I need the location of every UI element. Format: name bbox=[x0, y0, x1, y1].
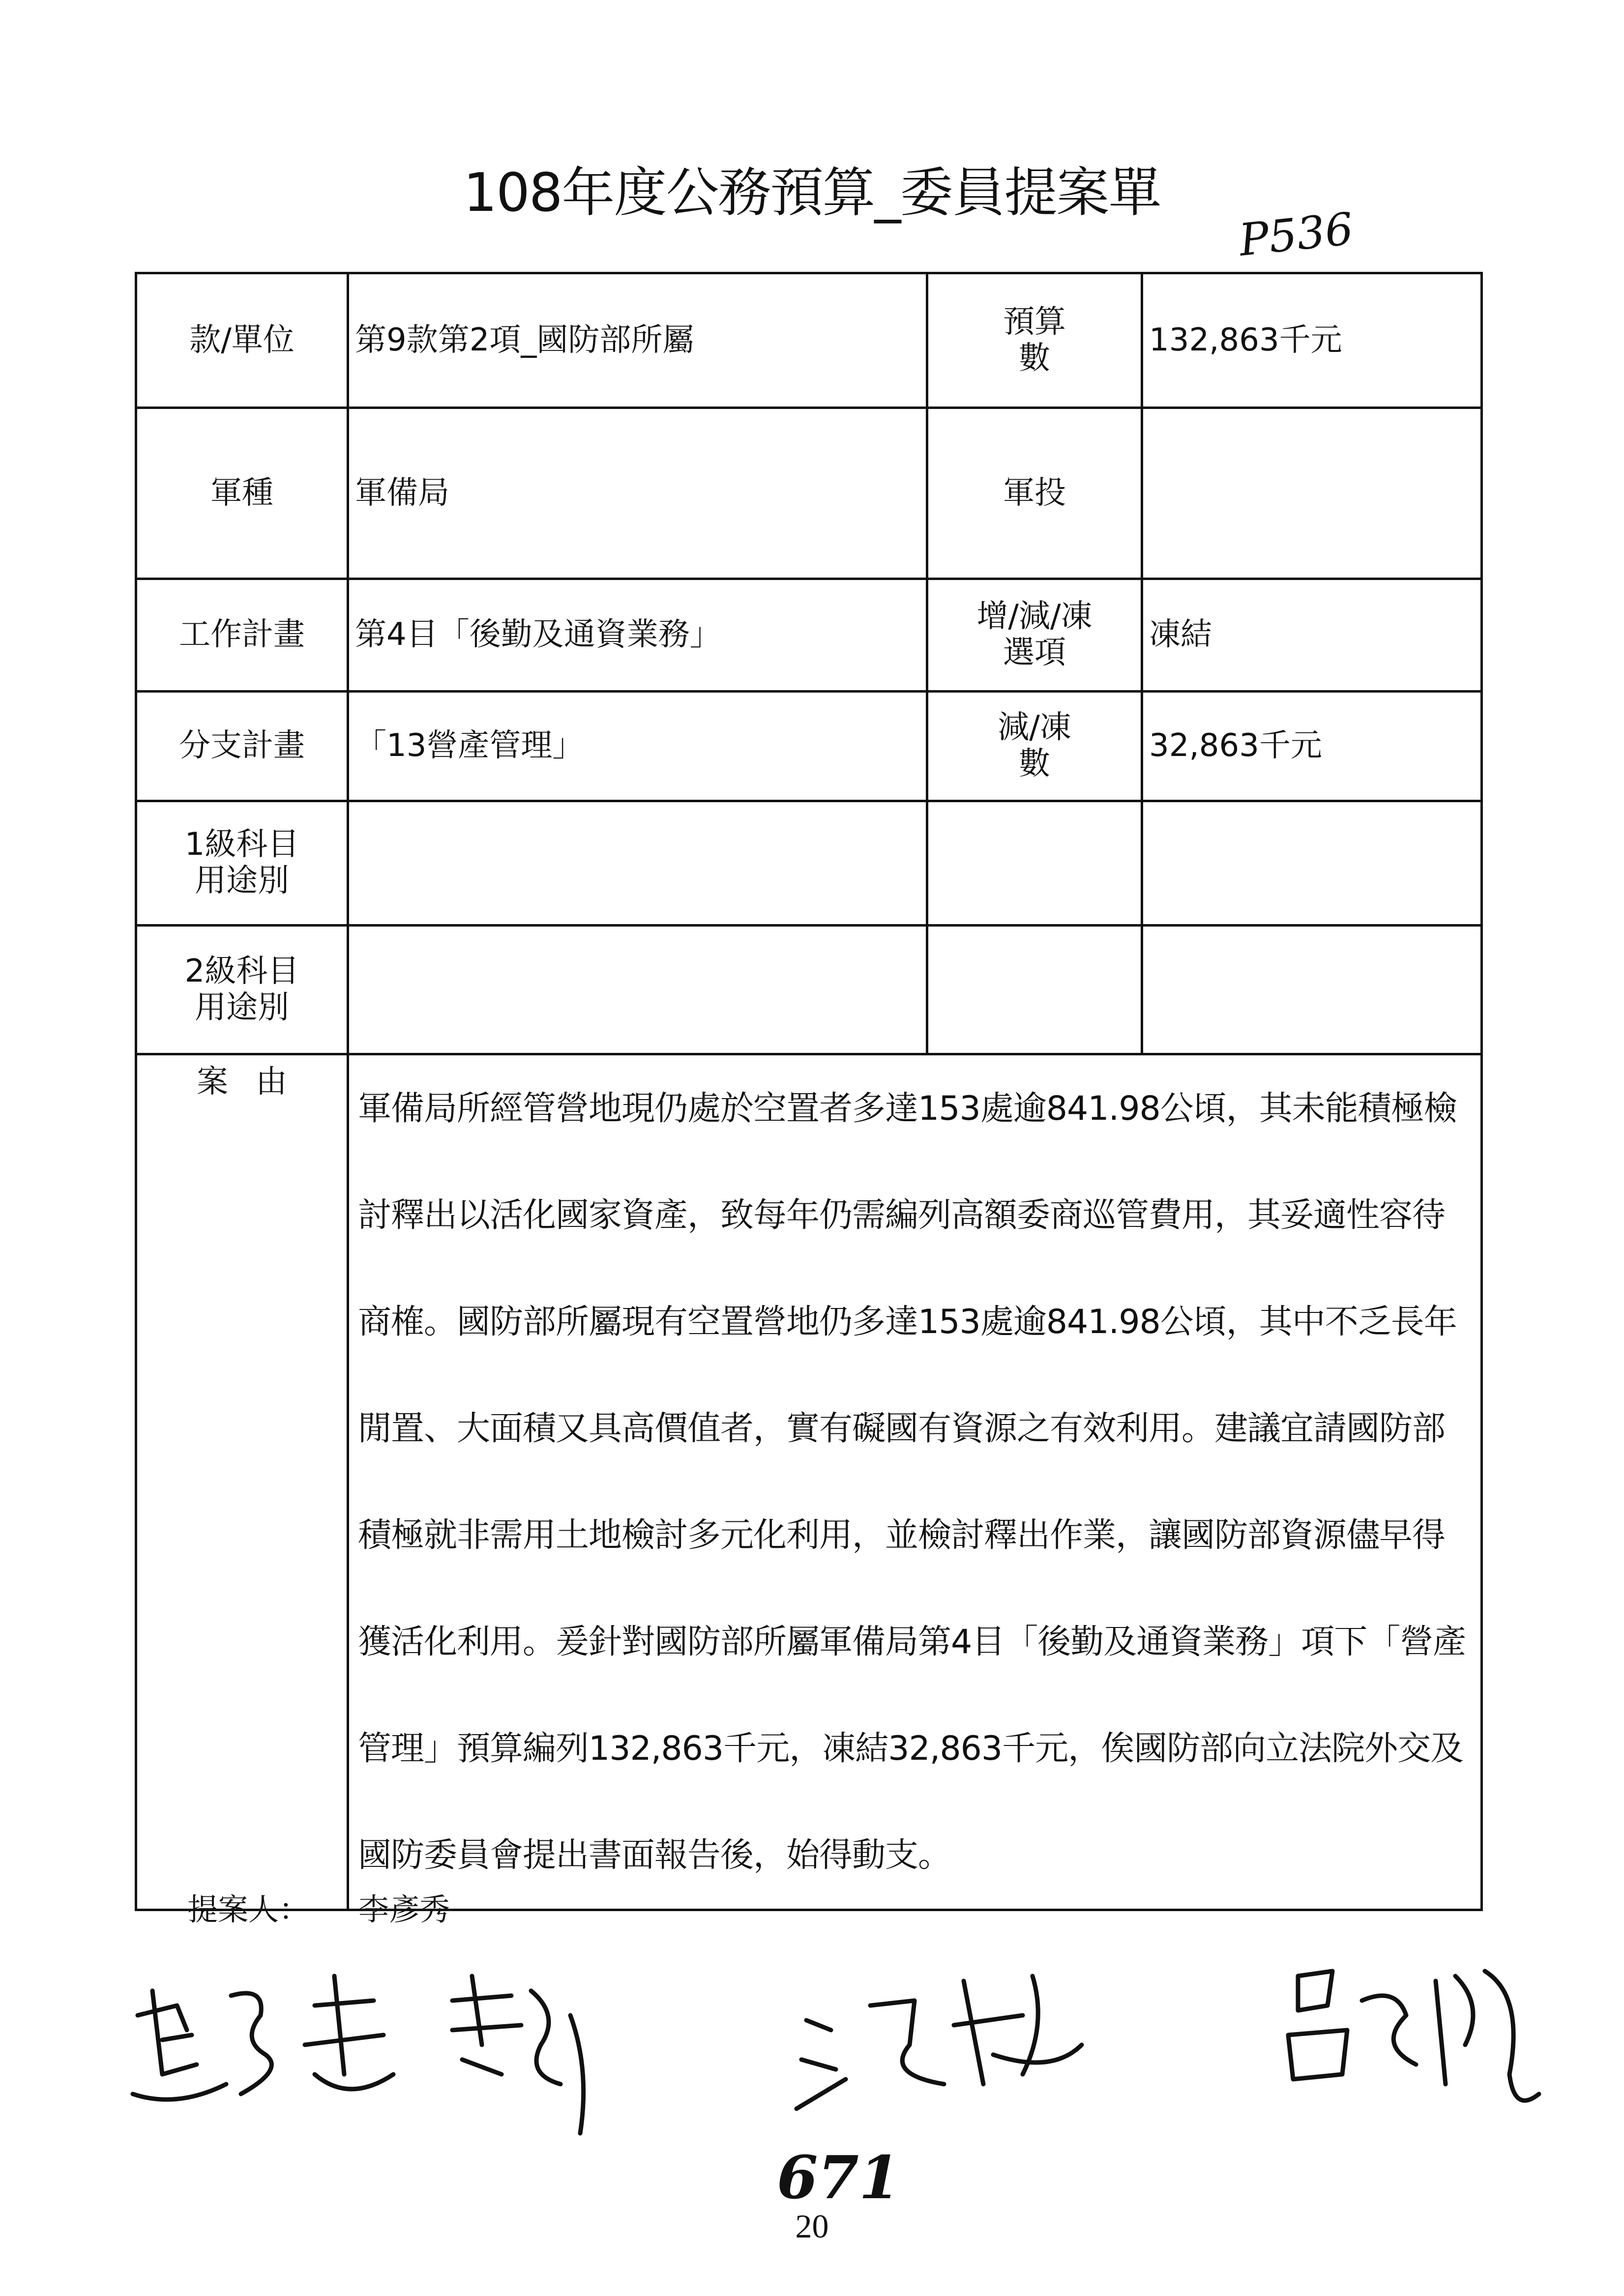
handwritten-number: 671 bbox=[777, 2143, 900, 2212]
form-row-service bbox=[136, 408, 1482, 579]
label-reason-char-1: 案 bbox=[197, 1064, 228, 1100]
value-military-investment bbox=[1142, 408, 1482, 579]
value-unit: 第9款第2項_國防部所屬 bbox=[348, 273, 927, 408]
label-option: 增/減/凍 選項 bbox=[927, 579, 1142, 692]
page-number: 20 bbox=[795, 2208, 829, 2245]
label-level2-extra bbox=[927, 926, 1142, 1054]
value-service: 軍備局 bbox=[348, 408, 927, 579]
label-service: 軍種 bbox=[136, 408, 348, 579]
form-row-reason bbox=[136, 1054, 1482, 1910]
form-row-unit bbox=[136, 273, 1482, 408]
value-cut-amount: 32,863千元 bbox=[1142, 692, 1482, 801]
label-level1-extra bbox=[927, 801, 1142, 926]
label-reason bbox=[136, 1054, 348, 1910]
value-level1 bbox=[348, 801, 927, 926]
label-work-plan: 工作計畫 bbox=[136, 579, 348, 692]
value-budget: 132,863千元 bbox=[1142, 273, 1482, 408]
form-row-level1 bbox=[136, 801, 1482, 926]
label-reason-char-2: 由 bbox=[256, 1064, 287, 1100]
page-title: 108年度公務預算_委員提案單 bbox=[463, 162, 1161, 224]
reason-text: 軍備局所經管營地現仍處於空置者多達153處逾841.98公頃，其未能積極檢討釋出以活化國家資產，致每年仍需編列高額委商巡管費用，其妥適性容待商榷。國防部所屬現有空置營地仍多達153處逾841.98公頃，其中不乏長年閒置、大面積又具高價值者，實有礙國有資源之有效利用。建議宜請國防部積極就非需用土地檢討多元化利用，並檢討釋出作業，讓國防部資源儘早得獲活化利用。爰針對國防部所屬軍備局第4目「後勤及通資業務」項下「營產管理」預算編列132,863千元，凍結32,863千元，俟國防部向立法院外交及國防委員會提出書面報告後，始得動支。 bbox=[348, 1054, 1482, 1910]
label-budget: 預算 數 bbox=[927, 273, 1142, 408]
proposer-label: 提案人： bbox=[187, 1891, 310, 1927]
value-work-plan: 第4目「後勤及通資業務」 bbox=[348, 579, 927, 692]
signature-3 bbox=[797, 1976, 1082, 2109]
label-branch-plan: 分支計畫 bbox=[136, 692, 348, 801]
proposal-form-table bbox=[135, 272, 1483, 1911]
label-level2: 2級科目 用途別 bbox=[136, 926, 348, 1054]
label-unit: 款/單位 bbox=[136, 273, 348, 408]
value-branch-plan: 「13營產管理」 bbox=[348, 692, 927, 801]
form-row-branch-plan bbox=[136, 692, 1482, 801]
value-level2 bbox=[348, 926, 927, 1054]
signature-1 bbox=[133, 1976, 393, 2099]
proposer-name: 李彥秀 bbox=[358, 1891, 450, 1927]
handwritten-page-reference: P536 bbox=[1237, 203, 1356, 266]
value-option: 凍結 bbox=[1142, 579, 1482, 692]
signature-2 bbox=[452, 1976, 584, 2133]
label-cut-amount: 減/凍 數 bbox=[927, 692, 1142, 801]
form-row-level2 bbox=[136, 926, 1482, 1054]
value-level1-extra bbox=[1142, 801, 1482, 926]
signature-4 bbox=[1288, 1971, 1539, 2100]
handwritten-signatures bbox=[118, 1947, 1593, 2143]
label-level1: 1級科目 用途別 bbox=[136, 801, 348, 926]
label-military-investment: 軍投 bbox=[927, 408, 1142, 579]
form-row-work-plan bbox=[136, 579, 1482, 692]
value-level2-extra bbox=[1142, 926, 1482, 1054]
